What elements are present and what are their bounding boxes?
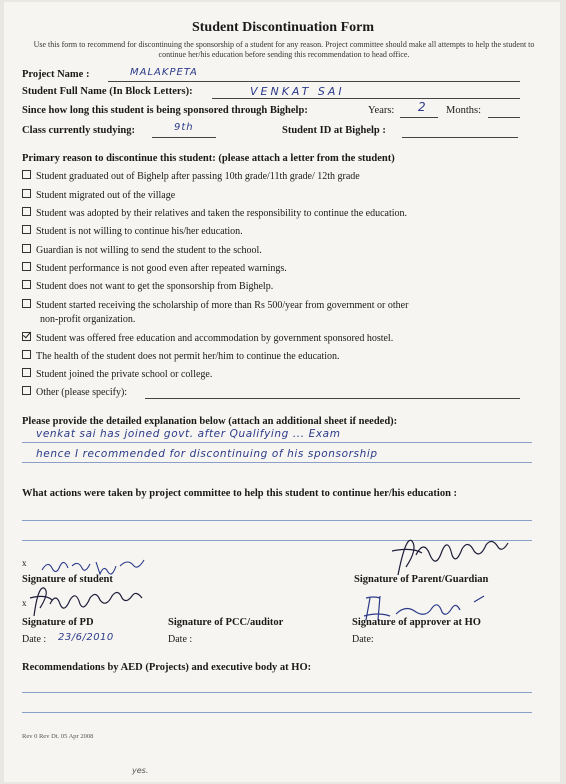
months-label: Months:	[446, 105, 482, 116]
approver-sign-label: Signature of approver at HO	[352, 617, 481, 628]
approver-date-label: Date:	[352, 634, 374, 645]
checkbox[interactable]	[22, 244, 31, 253]
other-specify-line	[145, 398, 520, 399]
student-name-line	[212, 98, 520, 99]
student-id-line	[402, 137, 518, 138]
explanation-label: Please provide the detailed explanation below (attach an additional sheet if needed):	[22, 416, 398, 427]
reason-item[interactable]: Student is not willing to continue his/her education.	[22, 225, 243, 237]
actions-line-1	[22, 520, 532, 521]
revision-footer: Rev 0 Rev Dt. 05 Apr 2008	[22, 733, 94, 740]
student-sign-label: Signature of student	[22, 574, 113, 585]
checkbox[interactable]	[22, 368, 31, 377]
pcc-date-label: Date :	[168, 634, 193, 645]
recommendations-line-1	[22, 692, 532, 693]
reason-item[interactable]: The health of the student does not permit her/him to continue the education.	[22, 350, 340, 362]
checkbox[interactable]	[22, 225, 31, 234]
parent-sign-label: Signature of Parent/Guardian	[354, 574, 489, 585]
pd-sign-label: Signature of PD	[22, 617, 94, 628]
reason-item[interactable]: Student migrated out of the village	[22, 189, 175, 201]
years-line	[400, 117, 438, 118]
checkbox[interactable]	[22, 280, 31, 289]
reason-item[interactable]: Student performance is not good even after repeated warnings.	[22, 262, 287, 274]
years-label: Years:	[368, 105, 395, 116]
explanation-text-2[interactable]: hence I recommended for discontinuing of his sponsorship	[36, 448, 378, 460]
reason-item[interactable]: Guardian is not willing to send the student to the school.	[22, 244, 262, 256]
years-value[interactable]: 2	[418, 100, 427, 114]
reasons-heading: Primary reason to discontinue this student: (please attach a letter from the student)	[22, 153, 395, 164]
pd-date-value[interactable]: 23/6/2010	[58, 632, 114, 643]
student-id-label: Student ID at Bighelp :	[282, 125, 386, 136]
checkbox[interactable]	[22, 207, 31, 216]
reason-item-continuation: non-profit organization.	[40, 314, 136, 325]
pd-date-label: Date :	[22, 634, 47, 645]
explanation-text-1[interactable]: venkat sai has joined govt. after Qualifying ... Exam	[36, 428, 341, 440]
checkbox[interactable]	[22, 386, 31, 395]
reason-item[interactable]: Student was offered free education and accommodation by government sponsored hostel.	[22, 332, 393, 344]
reason-item[interactable]: Other (please specify):	[22, 386, 127, 398]
pd-signature-image	[28, 584, 158, 620]
checkbox[interactable]	[22, 170, 31, 179]
class-label: Class currently studying:	[22, 125, 135, 136]
form-title: Student Discontinuation Form	[191, 20, 375, 35]
months-line	[488, 117, 520, 118]
project-name-value[interactable]: MALAKPETA	[130, 67, 198, 78]
explanation-line-2	[22, 462, 532, 463]
project-name-line	[108, 81, 520, 82]
pd-sign-mark: x	[22, 598, 27, 608]
pcc-sign-label: Signature of PCC/auditor	[168, 617, 284, 628]
reason-item[interactable]: Student graduated out of Bighelp after passing 10th grade/11th grade/ 12th grade	[22, 170, 360, 182]
class-value[interactable]: 9th	[174, 122, 194, 133]
actions-label: What actions were taken by project committee to help this student to continue her/his education :	[22, 488, 458, 499]
class-line	[152, 137, 216, 138]
form-intro: Use this form to recommend for discontinuing the sponsorship of a student for any reason. Project committee should make all attempts to help the student to continue her/his education before sending this recommendation to head office.	[33, 40, 535, 59]
reason-item[interactable]: Student joined the private school or college.	[22, 368, 212, 380]
checkbox[interactable]	[22, 262, 31, 271]
checkbox[interactable]	[22, 299, 31, 308]
recommendations-line-2	[22, 712, 532, 713]
reason-item[interactable]: Student started receiving the scholarship of more than Rs 500/year from government or other	[22, 299, 408, 311]
checkbox[interactable]	[22, 189, 31, 198]
checkbox-checked[interactable]	[22, 332, 31, 341]
student-sign-mark: x	[22, 558, 27, 568]
checkbox[interactable]	[22, 350, 31, 359]
recommendations-label: Recommendations by AED (Projects) and executive body at HO:	[22, 662, 312, 673]
project-name-label: Project Name :	[22, 69, 90, 80]
explanation-line-1	[22, 442, 532, 443]
reason-item[interactable]: Student does not want to get the sponsorship from Bighelp.	[22, 280, 273, 292]
student-name-label: Student Full Name (In Block Letters):	[22, 86, 193, 97]
student-name-value[interactable]: VENKAT SAI	[250, 85, 345, 98]
bottom-scribble: yes.	[132, 766, 149, 775]
since-label: Since how long this student is being sponsored through Bighelp:	[22, 105, 308, 116]
reason-item[interactable]: Student was adopted by their relatives and taken the responsibility to continue the education.	[22, 207, 407, 219]
